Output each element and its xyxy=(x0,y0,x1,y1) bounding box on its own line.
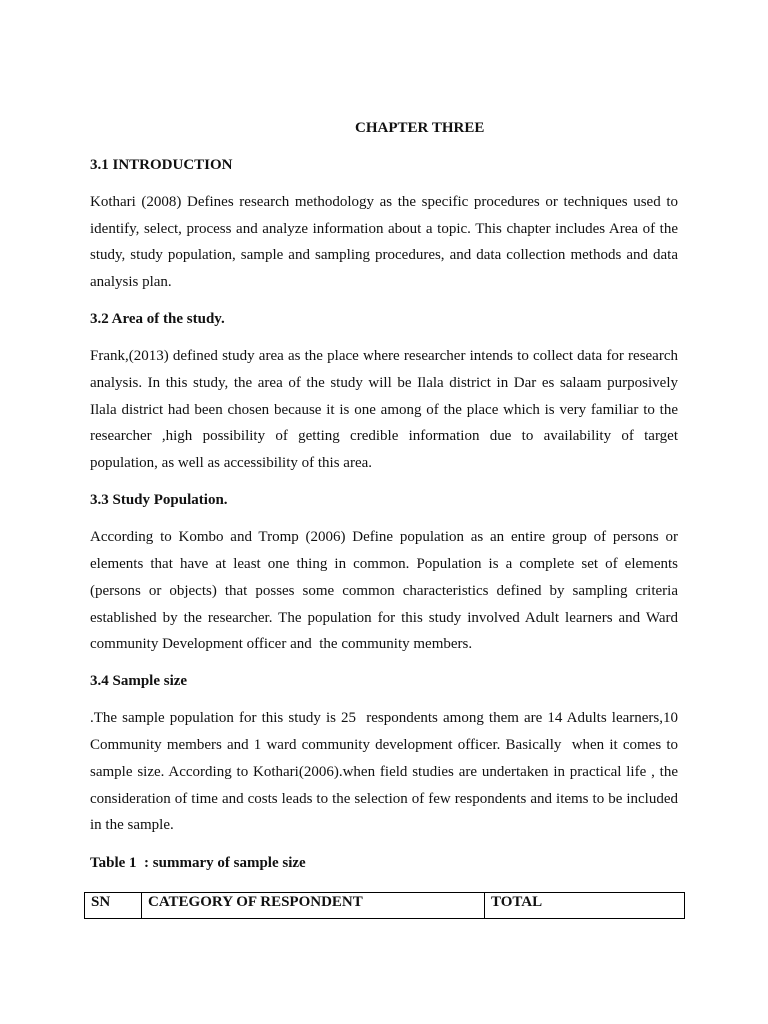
paragraph-line: researcher ,high possibility of getting credible information due to availability of target xyxy=(90,428,678,445)
paragraph-line: Kothari (2008) Defines research methodology as the specific procedures or techniques used to xyxy=(90,193,678,210)
paragraph-line: in the sample. xyxy=(90,817,174,834)
section-study-population xyxy=(90,487,678,658)
section-heading: 3.1 INTRODUCTION xyxy=(90,156,233,173)
chapter-content xyxy=(90,115,678,919)
paragraph-line: sample size. According to Kothari(2006).when field studies are undertaken in practical life , the xyxy=(90,763,678,780)
section-paragraph xyxy=(90,705,678,839)
section-paragraph xyxy=(90,524,678,658)
table-header-total: TOTAL xyxy=(485,892,685,918)
section-heading: 3.3 Study Population. xyxy=(90,492,228,509)
paragraph-line: population, as well as accessibility of this area. xyxy=(90,455,373,472)
paragraph-line: consideration of time and costs leads to the selection of few respondents and items to be included xyxy=(90,790,678,807)
paragraph-line: According to Kombo and Tromp (2006) Define population as an entire group of persons or xyxy=(90,529,678,546)
paragraph-line: community Development officer and the community members. xyxy=(90,636,473,653)
table-header-row xyxy=(85,892,685,918)
paragraph-line: (persons or objects) that posses some common characteristics defined by sampling criteria xyxy=(90,582,678,599)
paragraph-line: Community members and 1 ward community development officer. Basically when it comes to xyxy=(90,737,678,754)
section-introduction xyxy=(90,152,678,296)
table-header-sn: SN xyxy=(85,892,142,918)
table-header-category: CATEGORY OF RESPONDENT xyxy=(142,892,485,918)
paragraph-line: .The sample population for this study is 25 respondents among them are 14 Adults learners,10 xyxy=(90,710,678,727)
section-sample-size xyxy=(90,668,678,839)
sample-size-table xyxy=(84,892,685,919)
paragraph-line: analysis. In this study, the area of the study will be Ilala district in Dar es salaam purposively xyxy=(90,374,678,391)
paragraph-line: identify, select, process and analyze information about a topic. This chapter includes Area of the xyxy=(90,220,678,237)
section-heading: 3.2 Area of the study. xyxy=(90,311,225,328)
paragraph-line: elements that have at least one thing in common. Population is a complete set of elements xyxy=(90,556,678,573)
chapter-title: CHAPTER THREE xyxy=(355,119,485,136)
paragraph-line: established by the researcher. The population for this study involved Adult learners and Ward xyxy=(90,609,678,626)
paragraph-line: analysis plan. xyxy=(90,274,172,290)
table-caption: Table 1 : summary of sample size xyxy=(90,854,306,871)
paragraph-line: study, study population, sample and sampling procedures, and data collection methods and data xyxy=(90,247,678,264)
paragraph-line: Frank,(2013) defined study area as the place where researcher intends to collect data for research xyxy=(90,348,678,365)
section-paragraph xyxy=(90,343,678,477)
section-paragraph xyxy=(90,189,678,296)
section-area-of-study xyxy=(90,306,678,477)
section-heading: 3.4 Sample size xyxy=(90,673,188,690)
paragraph-line: Ilala district had been chosen because it is one among of the place which is very familiar to the xyxy=(90,401,678,418)
